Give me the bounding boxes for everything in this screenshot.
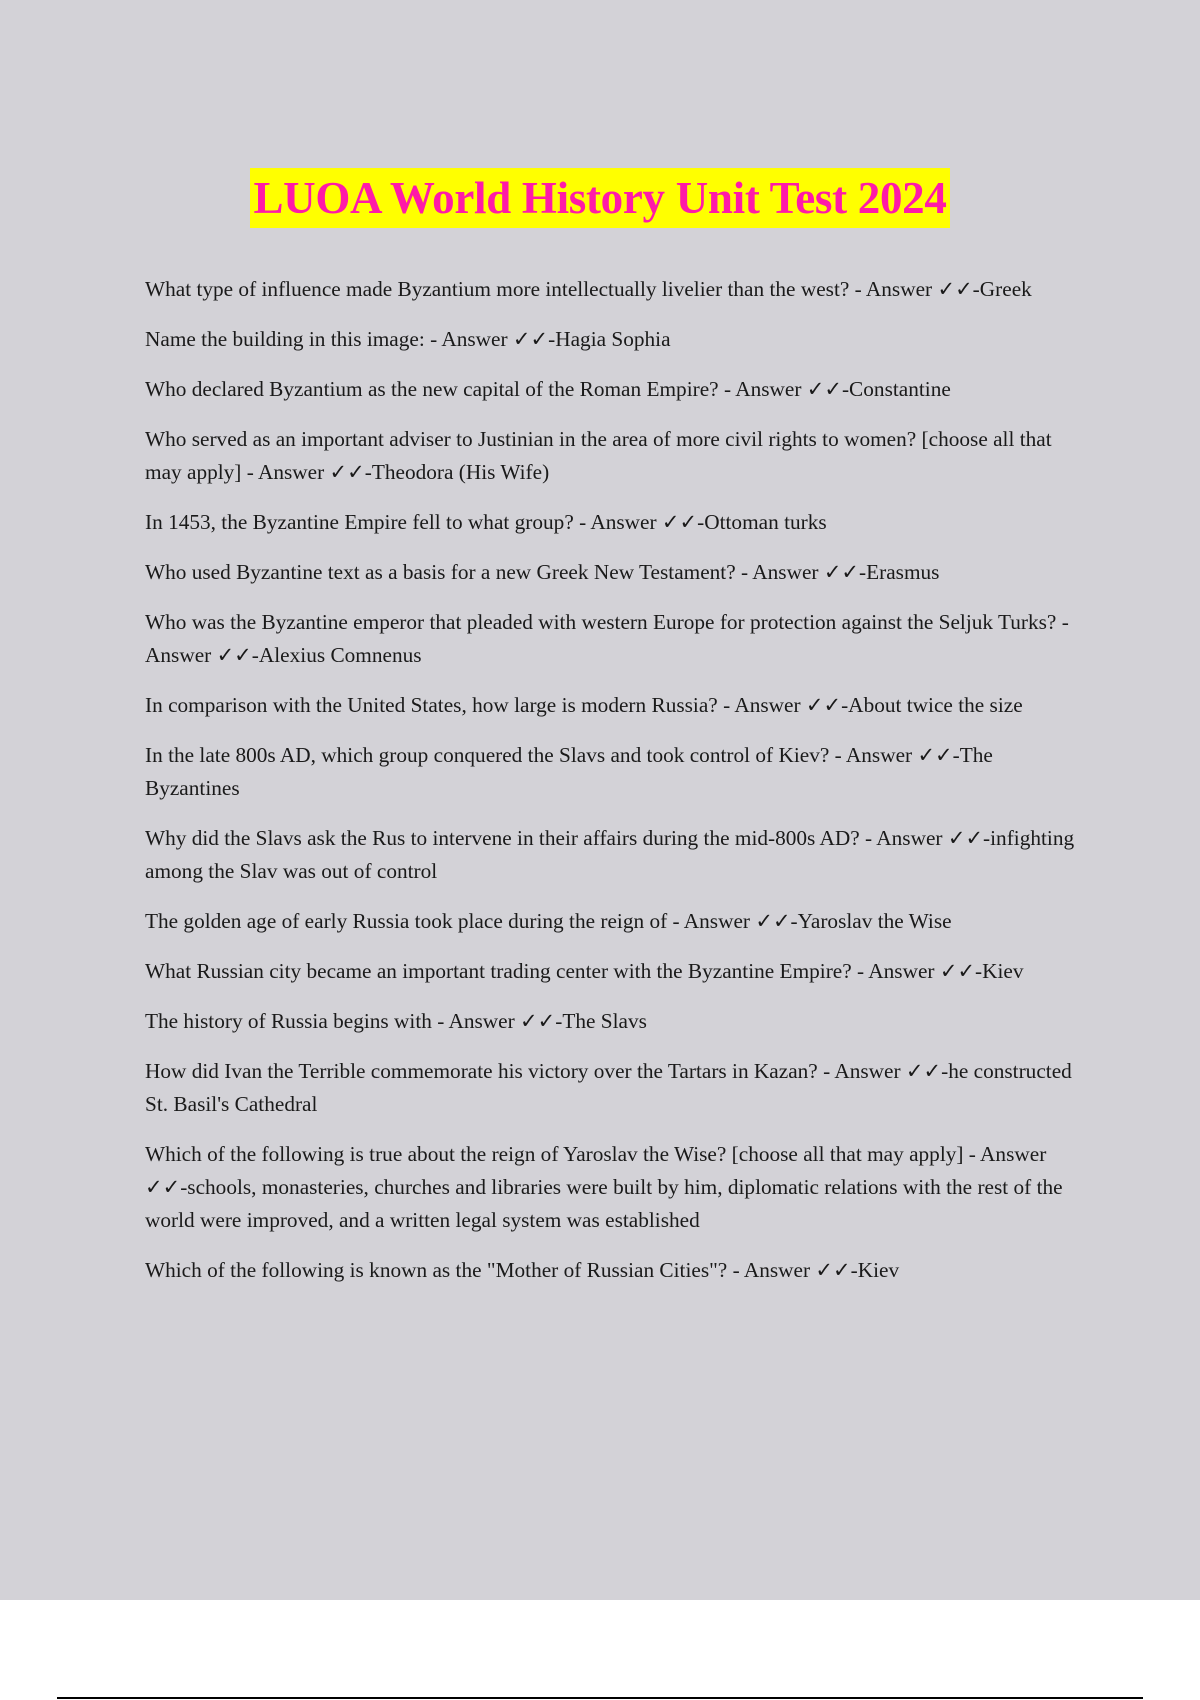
answer-marker: - Answer xyxy=(424,327,513,351)
question-text: Who was the Byzantine emperor that pleaded with western Europe for protection against the Seljuk Turks? xyxy=(145,610,1057,634)
qa-item xyxy=(145,1138,1090,1237)
answer-text: -Alexius Comnenus xyxy=(251,643,422,667)
double-check-icon: ✓✓ xyxy=(823,560,860,584)
double-check-icon: ✓✓ xyxy=(917,743,953,767)
qa-item xyxy=(145,822,1090,888)
answer-text: -Theodora (His Wife) xyxy=(364,460,550,484)
qa-item xyxy=(145,273,1090,306)
qa-item xyxy=(145,423,1090,489)
qa-item xyxy=(145,1005,1090,1038)
question-text: What type of influence made Byzantium more intellectually livelier than the west? xyxy=(145,277,850,301)
double-check-icon: ✓✓ xyxy=(512,327,549,351)
answer-text: -Yaroslav the Wise xyxy=(790,909,952,933)
question-text: Name the building in this image: xyxy=(145,327,425,351)
qa-item xyxy=(145,556,1090,589)
double-check-icon: ✓✓ xyxy=(806,377,842,401)
answer-text: -About twice the size xyxy=(841,693,1023,717)
double-check-icon: ✓✓ xyxy=(329,460,365,484)
answer-text: -Erasmus xyxy=(859,560,940,584)
document-title: LUOA World History Unit Test 2024 xyxy=(250,168,949,228)
answer-text: -Kiev xyxy=(975,959,1024,983)
qa-item xyxy=(145,606,1090,672)
question-text: The golden age of early Russia took place during the reign of xyxy=(145,909,668,933)
question-text: Who declared Byzantium as the new capital of the Roman Empire? xyxy=(145,377,719,401)
double-check-icon: ✓✓ xyxy=(815,1258,851,1282)
qa-item xyxy=(145,1055,1090,1121)
answer-text: -schools, monasteries, churches and libraries were built by him, diplomatic relations with the rest of the world were improved, and a written legal system was established xyxy=(145,1175,1063,1232)
double-check-icon: ✓✓ xyxy=(520,1009,556,1033)
double-check-icon: ✓✓ xyxy=(755,909,791,933)
answer-marker: - Answer xyxy=(963,1142,1047,1166)
answer-marker: - Answer xyxy=(859,826,948,850)
answer-marker: - Answer xyxy=(667,909,756,933)
answer-text: -Hagia Sophia xyxy=(548,327,671,351)
qa-item xyxy=(145,373,1090,406)
answer-text: -The Slavs xyxy=(555,1009,647,1033)
question-text: Which of the following is true about the reign of Yaroslav the Wise? [choose all that may apply] xyxy=(145,1142,964,1166)
answer-marker: - Answer xyxy=(727,1258,816,1282)
answer-marker: - Answer xyxy=(241,460,330,484)
answer-marker: - Answer xyxy=(718,377,807,401)
answer-marker: - Answer xyxy=(829,743,918,767)
answer-text: -Greek xyxy=(972,277,1032,301)
double-check-icon: ✓✓ xyxy=(939,959,976,983)
double-check-icon: ✓✓ xyxy=(947,826,984,850)
question-text: What Russian city became an important trading center with the Byzantine Empire? xyxy=(145,959,852,983)
double-check-icon: ✓✓ xyxy=(661,510,698,534)
title-container xyxy=(0,168,1200,228)
answer-marker: - Answer xyxy=(573,510,662,534)
qa-item xyxy=(145,1254,1090,1287)
qa-item xyxy=(145,955,1090,988)
double-check-icon: ✓✓ xyxy=(937,277,973,301)
double-check-icon: ✓✓ xyxy=(805,693,842,717)
qa-item xyxy=(145,689,1090,722)
question-text: Which of the following is known as the "Mother of Russian Cities"? xyxy=(145,1258,728,1282)
answer-marker: - Answer xyxy=(851,959,940,983)
answer-text: -The Byzantines xyxy=(145,743,993,800)
qa-item xyxy=(145,905,1090,938)
double-check-icon: ✓✓ xyxy=(905,1059,942,1083)
question-text: Why did the Slavs ask the Rus to intervene in their affairs during the mid-800s AD? xyxy=(145,826,860,850)
qa-item xyxy=(145,739,1090,805)
double-check-icon: ✓✓ xyxy=(216,643,252,667)
answer-text: -Constantine xyxy=(841,377,951,401)
answer-marker: - Answer xyxy=(431,1009,521,1033)
question-text: Who used Byzantine text as a basis for a new Greek New Testament? xyxy=(145,560,736,584)
question-text: In the late 800s AD, which group conquered the Slavs and took control of Kiev? xyxy=(145,743,830,767)
double-check-icon: ✓✓ xyxy=(145,1175,181,1199)
question-text: The history of Russia begins with xyxy=(145,1009,432,1033)
qa-item xyxy=(145,323,1090,356)
question-answer-list xyxy=(145,273,1090,1304)
footer-divider xyxy=(57,1697,1143,1699)
answer-marker: - Answer xyxy=(717,693,806,717)
question-text: Who served as an important adviser to Justinian in the area of more civil rights to women? [choose all that may apply] xyxy=(145,427,1052,484)
answer-marker: - Answer xyxy=(817,1059,906,1083)
answer-text: -he constructed St. Basil's Cathedral xyxy=(145,1059,1072,1116)
question-text: In comparison with the United States, how large is modern Russia? xyxy=(145,693,718,717)
answer-text: -infighting among the Slav was out of control xyxy=(145,826,1075,883)
answer-text: -Ottoman turks xyxy=(697,510,827,534)
answer-text: -Kiev xyxy=(850,1258,900,1282)
answer-marker: - Answer xyxy=(145,610,1069,667)
answer-marker: - Answer xyxy=(849,277,938,301)
question-text: In 1453, the Byzantine Empire fell to what group? xyxy=(145,510,574,534)
question-text: How did Ivan the Terrible commemorate his victory over the Tartars in Kazan? xyxy=(145,1059,818,1083)
answer-marker: - Answer xyxy=(735,560,824,584)
qa-item xyxy=(145,506,1090,539)
